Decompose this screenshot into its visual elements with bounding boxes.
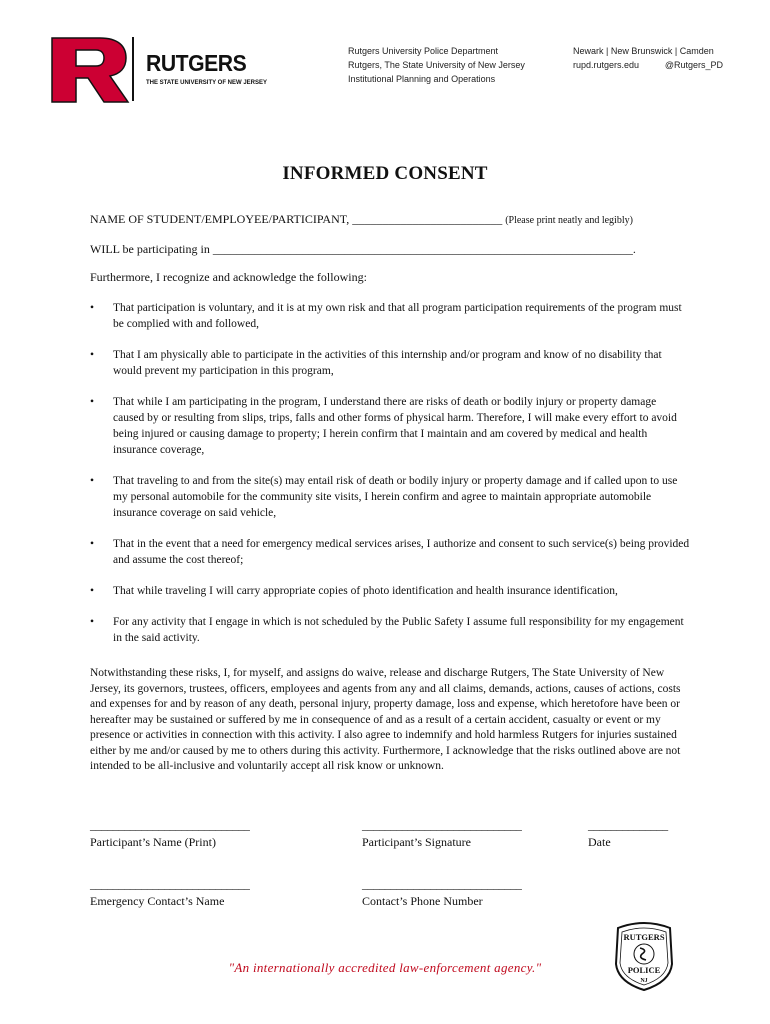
intro-text: Furthermore, I recognize and acknowledge the following: [90,270,367,284]
participant-signature-label: Participant’s Signature [362,835,471,849]
bullet-icon: • [90,396,95,408]
name-hint: (Please print neatly and legibly) [505,215,633,226]
twitter-handle[interactable]: @Rutgers_PD [664,60,723,70]
date-label: Date [588,835,611,849]
police-badge-icon [612,920,676,992]
bullet-icon: • [90,349,95,361]
bullet-icon: • [90,585,95,597]
emergency-contact-field[interactable] [90,877,250,909]
page-title: INFORMED CONSENT [282,163,488,184]
dept-line: Rutgers, The State University of New Jersey [348,60,525,70]
contact-phone-label: Contact’s Phone Number [362,894,483,908]
participant-name-label: Participant’s Name (Print) [90,835,216,849]
emergency-contact-label: Emergency Contact’s Name [90,894,225,908]
name-label: NAME OF STUDENT/EMPLOYEE/PARTICIPANT, _________________________ [90,212,503,226]
badge-bottom-text: POLICE [627,965,661,975]
campuses: Newark | New Brunswick | Camden [573,46,714,56]
contact-phone-field[interactable] [362,877,522,909]
badge-top-text: RUTGERS [623,932,665,942]
dept-line: Rutgers University Police Department [348,46,499,56]
participant-signature-field[interactable] [362,818,522,850]
signature-rule: ____________________________ [90,818,250,832]
date-field[interactable] [588,818,668,850]
signature-rule: ____________________________ [362,877,522,891]
rutgers-r-icon [50,36,130,104]
footer-tagline: "An internationally accredited law-enforcement agency." [228,960,542,975]
signature-rule: ____________________________ [90,877,250,891]
bullet-icon: • [90,616,95,628]
waiver-paragraph: Notwithstanding these risks, I, for myself, and assigns do waive, release and discharge Rutgers, The State University of New Jersey, its governors, trustees, officers, employees and agents from any and all claims, demands, actions, causes of actions, costs and expenses for and by reason of any death, personal injury, property damage, loss and expense, which heretofore have been or hereafter may be sustained or suffered by me in consequence of and as a result of a certain accident, casualty or event or my presence or activities in connection with this activity. I also agree to indemnify and hold harmless Rutgers for injuries sustained either by me and/or caused by me to others during this activity. Furthermore, I acknowledge that the risks outlined above are not intended to be all-inclusive and voluntarily accept all risk know or unknown. [90,667,681,772]
list-item: • That participation is voluntary, and it is at my own risk and that all program participation requirements of the program must be complied with and followed, [90,302,682,330]
bullet-icon: • [90,302,95,314]
department-info [348,44,525,86]
logo-wordmark: RUTGERS [146,50,247,76]
acknowledgement-list [90,300,690,646]
contact-info [573,44,723,72]
website-link[interactable]: rupd.rutgers.edu [573,60,640,70]
participant-name-field[interactable] [90,818,250,850]
logo-divider [132,37,134,101]
list-item: • That in the event that a need for emergency medical services arises, I authorize and consent to such service(s) being provided and assume the cost thereof; [90,538,690,566]
bullet-icon: • [90,538,95,550]
bullet-icon: • [90,475,95,487]
logo-tagline: THE STATE UNIVERSITY OF NEW JERSEY [146,80,268,86]
list-item: • That while traveling I will carry appropriate copies of photo identification and health insurance identification, [90,585,618,597]
signature-rule: ____________________________ [362,818,522,832]
badge-state-text: NJ [640,978,648,984]
list-item: • That I am physically able to participate in the activities of this internship and/or program and know of no disability that would prevent my participation in this program, [90,349,662,377]
list-item: • That traveling to and from the site(s) may entail risk of death or bodily injury or property damage and if called upon to use my personal automobile for the community site visits, I herein confirm and agree to maintain appropriate automobile insurance coverage on said vehicle, [90,475,678,519]
list-item: • For any activity that I engage in which is not scheduled by the Public Safety I assume full responsibility for my engagement in the said activity. [90,616,684,644]
dept-line: Institutional Planning and Operations [348,74,496,84]
list-item: • That while I am participating in the program, I understand there are risks of death or bodily injury or property damage caused by or resulting from slips, trips, falls and other forms of physical harm. Therefore, I will make every effort to avoid being injured or causing damage to property; I herein confirm that I maintain and am covered by medical and health insurance coverage, [90,396,677,456]
participant-name-line[interactable] [90,212,633,227]
participation-line[interactable]: WILL be participating in ______________________________________________________________________. [90,242,636,256]
signature-rule: ______________ [588,818,668,832]
